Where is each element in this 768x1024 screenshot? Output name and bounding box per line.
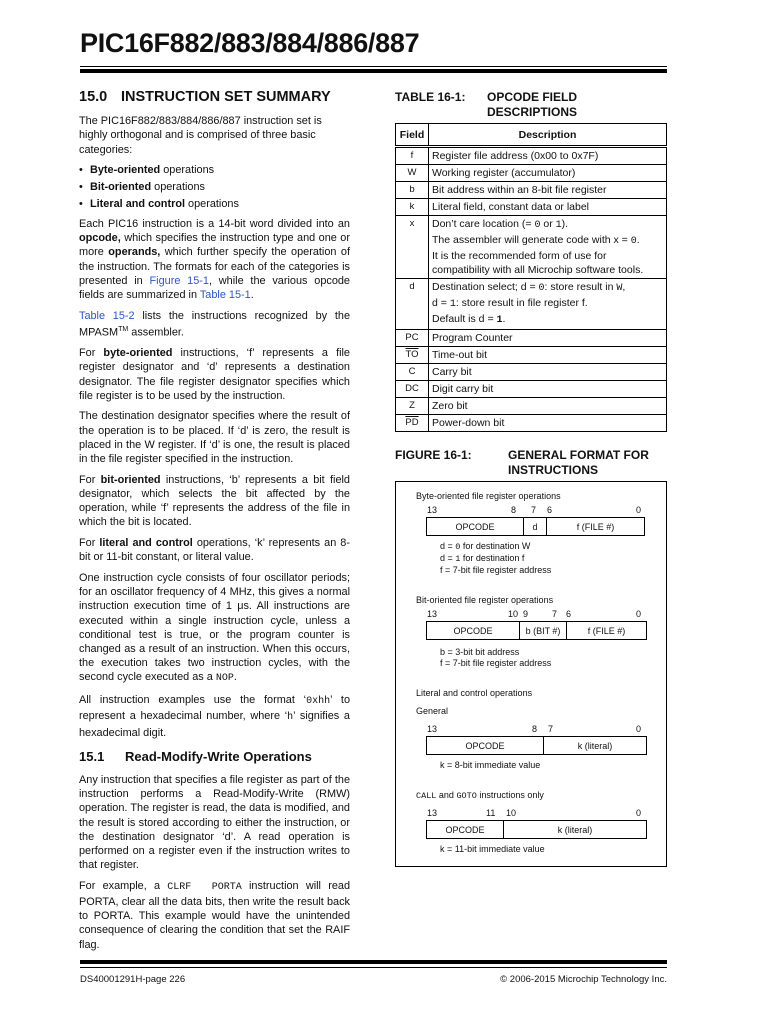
footer-rule-thick	[80, 960, 667, 964]
bit-label: 6	[566, 609, 572, 619]
header-rule-thin	[80, 66, 667, 67]
table-header-description: Description	[429, 124, 667, 147]
bit-label: 13	[427, 724, 438, 734]
left-column	[79, 90, 350, 958]
bit-oriented-heading: Bit-oriented file register operations	[416, 595, 554, 605]
b-cell: b (BIT #)	[520, 622, 567, 639]
f-cell: f (FILE #)	[587, 625, 626, 636]
table-link[interactable]: Table 15-1	[199, 288, 251, 301]
paragraph-rmw: Any instruction that specifies a file register as part of the instruction performs a Read-Modify-Write (RMW) operation. The register is read, the data is modified, and the result is stored according to either the instruction, or the destination designator ‘d’. A read operation is performed on a register even if the instruction writes to that register.	[79, 773, 350, 872]
call-goto-format-word	[426, 820, 647, 839]
table-row: b Bit address within an 8-bit file register	[396, 182, 667, 199]
list-item: • Byte-oriented operations	[79, 163, 350, 177]
category-list	[79, 163, 350, 211]
bit-label: 0	[636, 609, 642, 619]
bit-label: 0	[636, 505, 642, 515]
intro-paragraph: The PIC16F882/883/884/886/887 instruction set is highly orthogonal and is comprised of three basic categories:	[79, 115, 322, 156]
k-cell: k (literal)	[577, 740, 613, 751]
byte-note: f = 7-bit file register address	[440, 565, 552, 575]
table-caption: TABLE 16-1: OPCODE FIELD DESCRIPTIONS	[395, 90, 578, 119]
f-cell: f (FILE #)	[576, 521, 615, 532]
paragraph-opcode: Each PIC16 instruction is a 14-bit word divided into an opcode, which specifies the instruction type and one or more operands, which further specify the operation of the instruction. The formats for each of the categories is presented in Figure 15-1, while the various opcode fields are summarized in Table 15-1.	[79, 217, 350, 301]
table-row: Z Zero bit	[396, 398, 667, 415]
bit-label: 8	[532, 724, 538, 734]
opcode-cell: OPCODE	[427, 821, 504, 838]
opcode-cell: OPCODE	[427, 737, 544, 754]
bit-format-word	[426, 621, 647, 640]
table-row: $\overline{PD}$ Power-down bit	[396, 415, 667, 432]
table-row: C Carry bit	[396, 364, 667, 381]
paragraph-table-ref: Table 15-2 lists the instructions recognized by the MPASM™ assembler.	[79, 309, 350, 339]
table-row: f Register file address (0x00 to 0x7F)	[396, 147, 667, 165]
table-row: W Working register (accumulator)	[396, 165, 667, 182]
paragraph-literal: For literal and control operations, ‘k’ represents an 8-bit or 11-bit constant, or literal value.	[79, 537, 350, 564]
table-row: k Literal field, constant data or label	[396, 199, 667, 216]
paragraph-bit-oriented: For bit-oriented instructions, ‘b’ represents a bit field designator, which selects the bit affected by the operation, while ‘f’ represents the address of the file in which the bit is located.	[79, 473, 350, 529]
bit-label: 8	[511, 505, 517, 515]
table-row: x Don’t care location (= 0 or 1). The assembler will generate code with x = 0. It is the recommended form of use for compatibility with all Microchip software tools.	[396, 216, 667, 279]
instruction-format-figure	[395, 481, 667, 867]
table-header-field: Field	[396, 124, 429, 147]
bit-note: b = 3-bit bit address	[440, 647, 520, 657]
figure-link[interactable]: Figure 15-1	[149, 274, 209, 287]
opcode-cell: OPCODE	[427, 622, 520, 639]
list-item: • Literal and control operations	[79, 197, 350, 211]
bit-label: 10	[508, 609, 519, 619]
footer-page-number: DS40001291H-page 226	[80, 974, 186, 985]
paragraph-byte-oriented: For byte-oriented instructions, ‘f’ represents a file register designator and ‘d’ represents a destination designator. The file register designator specifies which file register is to be used by the instruction.	[79, 347, 350, 402]
byte-note: d = 0 for destination W	[440, 541, 531, 552]
k-cell: k (literal)	[557, 824, 593, 835]
table-row: d Destination select; d = 0: store result in W, d = 1: store result in file register f. Default is d = 1.	[396, 279, 667, 330]
byte-format-word	[426, 517, 645, 536]
bit-label: 10	[506, 808, 517, 818]
bit-label: 0	[636, 808, 642, 818]
list-item: • Bit-oriented operations	[79, 180, 350, 194]
bit-label: 6	[547, 505, 553, 515]
bit-label: 7	[531, 505, 537, 515]
figure-caption: FIGURE 16-1: GENERAL FORMAT FOR INSTRUCTIONS	[395, 448, 649, 477]
table-row: PC Program Counter	[396, 330, 667, 347]
paragraph-cycle: One instruction cycle consists of four oscillator periods; for an oscillator frequency of 4 MHz, this gives a normal instruction execution time of 1 μs. All instructions are executed within a single instruction cycle, unless a conditional test is true, or the program counter is changed as a result of an instruction. When this occurs, the execution takes two instruction cycles, with the second cycle executed as a NOP.	[79, 572, 350, 685]
bit-label: 7	[552, 609, 558, 619]
bit-label: 13	[427, 808, 438, 818]
d-cell: d	[524, 518, 547, 535]
footer-rule-thin	[80, 967, 667, 968]
bit-label: 0	[636, 724, 642, 734]
opcode-field-table	[395, 123, 667, 432]
section-heading: 15.0 INSTRUCTION SET SUMMARY	[79, 89, 331, 105]
bit-label: 9	[523, 609, 529, 619]
byte-note: d = 1 for destination f	[440, 553, 525, 564]
bit-label: 13	[427, 609, 438, 619]
byte-oriented-heading: Byte-oriented file register operations	[416, 491, 561, 501]
opcode-cell: OPCODE	[427, 518, 524, 535]
table-link[interactable]: Table 15-2	[79, 309, 135, 322]
general-label: General	[416, 706, 449, 716]
literal-format-word	[426, 736, 647, 755]
header-rule-thick	[80, 69, 667, 73]
footer-copyright: © 2006-2015 Microchip Technology Inc.	[500, 974, 667, 985]
table-row: DC Digit carry bit	[396, 381, 667, 398]
bit-note: f = 7-bit file register address	[440, 658, 552, 668]
bit-label: 13	[427, 505, 438, 515]
table-row: $\overline{TO}$ Time-out bit	[396, 347, 667, 364]
call-goto-label: CALL and GOTO instructions only	[416, 790, 544, 801]
bit-label: 7	[548, 724, 554, 734]
subsection-heading: 15.1 Read-Modify-Write Operations	[79, 748, 312, 764]
paragraph-destination: The destination designator specifies where the result of the operation is to be placed. If ‘d’ is zero, the result is placed in the W register. If ‘d’ is one, the result is placed in the file register specified in the instruction.	[79, 410, 350, 466]
call-goto-note: k = 11-bit immediate value	[440, 844, 545, 854]
bit-label: 11	[486, 808, 496, 818]
literal-note: k = 8-bit immediate value	[440, 760, 541, 770]
paragraph-hex-format: All instruction examples use the format ‘0xhh’ to represent a hexadecimal number, where ‘h’ signifies a hexadecimal digit.	[79, 694, 350, 739]
literal-heading: Literal and control operations	[416, 688, 533, 698]
paragraph-clrf-example: For example, a CLRF PORTA instruction will read PORTA, clear all the data bits, then write the result back to PORTA. This example would have the unintended consequence of clearing the condition that set the RAIF flag.	[79, 879, 350, 951]
page-title: PIC16F882/883/884/886/887	[80, 28, 420, 58]
